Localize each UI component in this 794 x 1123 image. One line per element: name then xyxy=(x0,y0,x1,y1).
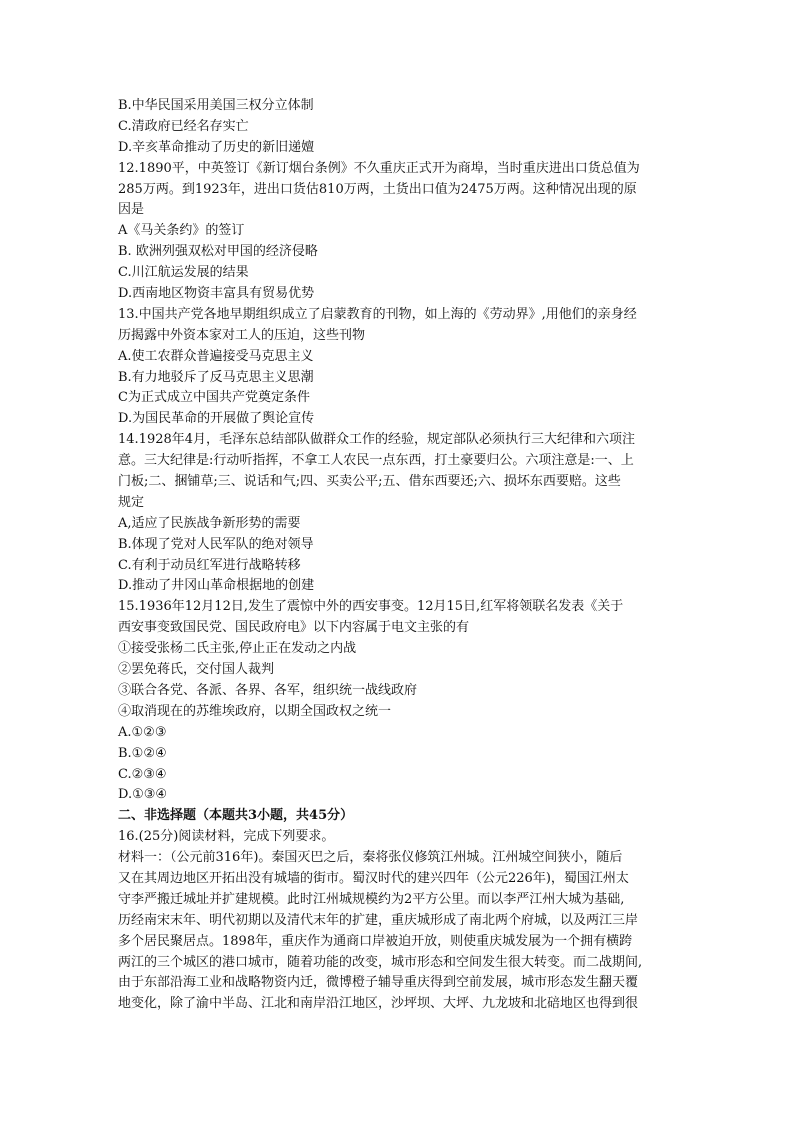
text-line: 历经南宋末年、明代初期以及清代末年的扩建，重庆城形成了南北两个府城，以及两江三岸 xyxy=(118,912,639,928)
text-line: B.①②④ xyxy=(118,745,167,761)
text-line: 285万两。到1923年，进出口货估810万两，土货出口值为2475万两。这种情况出现的原 xyxy=(118,181,637,197)
text-line: D.辛亥革命推动了历史的新旧递嬗 xyxy=(118,139,315,155)
text-line: ④取消现在的苏维埃政府，以期全国政权之统一 xyxy=(118,703,392,719)
text-line: 材料一：（公元前316年)。秦国灭巴之后，秦将张仪修筑江州城。江州城空间狭小，随后 xyxy=(118,850,623,866)
text-line: 12.1890平，中英签订《新订烟台条例》不久重庆正式开为商埠，当时重庆进出口货总值为 xyxy=(118,160,640,176)
text-line: ①接受张杨二氏主张,停止正在发动之内战 xyxy=(118,641,357,657)
text-line: A.使工农群众普遍接受马克思主义 xyxy=(118,348,314,364)
text-line: C.川江航运发展的结果 xyxy=(118,265,249,281)
text-line: A《马关条约》的签订 xyxy=(118,223,245,239)
text-line: 规定 xyxy=(118,494,145,510)
text-line: 由于东部沿海工业和战略物资内迁，微博橙子辅导重庆得到空前发展，城市形态发生翻天覆 xyxy=(118,975,639,991)
document-body xyxy=(118,96,678,1015)
text-line: A.①②③ xyxy=(118,724,167,740)
text-line: ②罢免蒋氏，交付国人裁判 xyxy=(118,662,275,678)
text-line: 守李严搬迁城址并扩建规模。此时江州城规模约为2平方公里。而以李严江州大城为基础, xyxy=(118,891,625,907)
text-line: D.推动了井冈山革命根据地的创建 xyxy=(118,578,315,594)
text-line: 14.1928年4月，毛泽东总结部队做群众工作的经验，规定部队必须执行三大纪律和六项注 xyxy=(118,432,636,448)
text-line: 因是 xyxy=(118,202,145,218)
text-line: 历揭露中外资本家对工人的压迫，这些刊物 xyxy=(118,327,366,343)
text-line: D.①③④ xyxy=(118,787,168,803)
text-line: C.②③④ xyxy=(118,766,167,782)
text-line: 16.(25分)阅读材料，完成下列要求。 xyxy=(118,829,335,845)
section-heading: 二、非选择题（本题共3小题，共45分） xyxy=(118,808,354,824)
text-line: D.西南地区物资丰富具有贸易优势 xyxy=(118,286,315,302)
text-line: ③联合各党、各派、各界、各军，组织统一战线政府 xyxy=(118,682,418,698)
text-line: 两江的三个城区的港口城市，随着功能的改变，城市形态和空间发生很大转变。而二战期间, xyxy=(118,954,643,970)
text-line: B.中华民国采用美国三权分立体制 xyxy=(118,98,314,113)
text-line: 多个居民聚居点。1898年，重庆作为通商口岸被迫开放，则使重庆城发展为一个拥有横跨 xyxy=(118,933,633,949)
text-line: 地变化，除了渝中半岛、江北和南岸沿江地区，沙坪坝、大坪、九龙坡和北碚地区也得到很 xyxy=(118,996,639,1012)
text-line: 又在其周边地区开拓出没有城墙的街市。蜀汉时代的建兴四年（公元226年)，蜀国江州太 xyxy=(118,870,629,886)
text-line: 西安事变致国民党、国民政府电》以下内容属于电文主张的有 xyxy=(118,620,470,636)
text-line: D.为国民革命的开展做了舆论宣传 xyxy=(118,411,315,427)
text-line: 门板;二、捆铺草;三、说话和气;四、买卖公平;五、借东西要还;六、损坏东西要赔。这些 xyxy=(118,474,621,490)
text-line: 15.1936年12月12日,发生了震惊中外的西安事变。12月15日,红军将领联名发表《关于 xyxy=(118,599,624,615)
text-line: 意。三大纪律是:行动听指挥，不拿工人农民一点东西，打土豪要归公。六项注意是:一、上 xyxy=(118,453,634,469)
text-line: C.清政府已经名存实亡 xyxy=(118,118,249,134)
text-line: B.体现了党对人民军队的绝对领导 xyxy=(118,536,314,552)
text-line: C.有利于动员红军进行战略转移 xyxy=(118,557,301,573)
text-line: B. 欧洲列强双松对甲国的经济侵略 xyxy=(118,244,318,260)
text-line: A,适应了民族战争新形势的需要 xyxy=(118,515,301,531)
text-line: B.有力地驳斥了反马克思主义思潮 xyxy=(118,369,314,385)
text-line: 13.中国共产党各地早期组织成立了启蒙教育的刊物，如上海的《劳动界》,用他们的亲身经 xyxy=(118,306,637,322)
text-line: C为正式成立中国共产党奠定条件 xyxy=(118,390,310,406)
